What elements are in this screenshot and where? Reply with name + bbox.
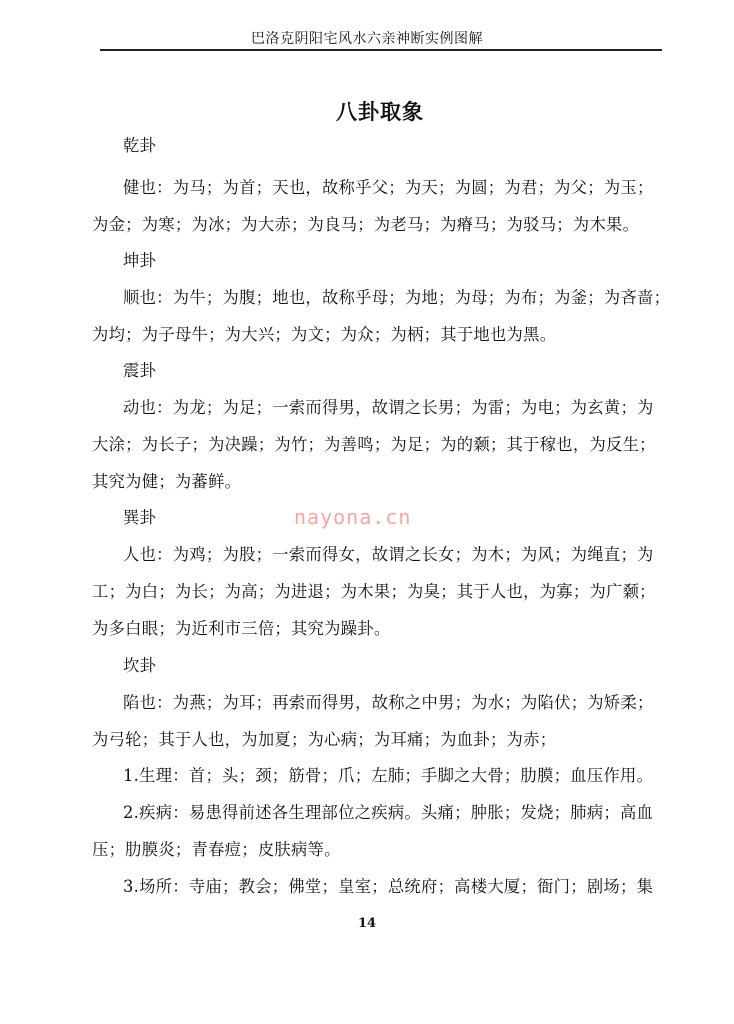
running-header: 巴洛克阴阳宅风水六亲神断实例图解: [251, 31, 483, 47]
paragraph-line: 其究为健；为蕃鲜。: [92, 472, 242, 491]
paragraph-line: 顺也：为牛；为腹；地也，故称乎母；为地；为母；为布；为釜；为吝啬；: [123, 288, 671, 307]
section-title: 八卦取象: [336, 100, 424, 124]
paragraph-line: 陷也：为燕；为耳；再索而得男，故称之中男；为水；为陷伏；为矫柔；: [123, 693, 654, 712]
paragraph-line: 为金；为寒；为冰；为大赤；为良马；为老马；为瘠马；为驳马；为木果。: [92, 215, 640, 234]
list-item: 3.场所：寺庙；教会；佛堂；皇室；总统府；高楼大厦；衙门；剧场；集: [123, 877, 654, 896]
watermark-text: nayona.cn: [294, 505, 412, 529]
paragraph-line: 人也：为鸡；为股；一索而得女，故谓之长女；为木；为风；为绳直；为: [123, 545, 654, 564]
header-rule: [100, 49, 662, 51]
heading-zhen: 震卦: [123, 361, 157, 380]
heading-kan: 坎卦: [123, 656, 157, 675]
list-item: 1.生理：首；头；颈；筋骨；爪；左肺；手脚之大骨；肋膜；血压作用。: [123, 766, 654, 785]
heading-kun: 坤卦: [123, 251, 157, 270]
heading-xun: 巽卦: [123, 508, 157, 527]
heading-qian: 乾卦: [123, 136, 157, 155]
paragraph-line: 健也：为马；为首；天也，故称乎父；为天；为圆；为君；为父；为玉；: [123, 178, 654, 197]
paragraph-line: 压；肋膜炎；青春痘；皮肤病等。: [92, 840, 341, 859]
list-item: 2.疾病：易患得前述各生理部位之疾病。头痛；肿胀；发烧；肺病；高血: [123, 803, 654, 822]
paragraph-line: 动也：为龙；为足；一索而得男，故谓之长男；为雷；为电；为玄黄；为: [123, 398, 654, 417]
paragraph-line: 工；为白；为长；为高；为进退；为木果；为臭；其于人也，为寡；为广颡；: [92, 582, 656, 601]
paragraph-line: 大涂；为长子；为决躁；为竹；为善鸣；为足；为的颡；其于稼也，为反生；: [92, 435, 656, 454]
paragraph-line: 为弓轮；其于人也，为加夏；为心病；为耳痛；为血卦；为赤；: [92, 730, 557, 749]
paragraph-line: 为多白眼；为近利市三倍；其究为躁卦。: [92, 619, 391, 638]
paragraph-line: 为均；为子母牛；为大兴；为文；为众；为柄；其于地也为黑。: [92, 325, 557, 344]
page-number: 14: [357, 916, 377, 931]
